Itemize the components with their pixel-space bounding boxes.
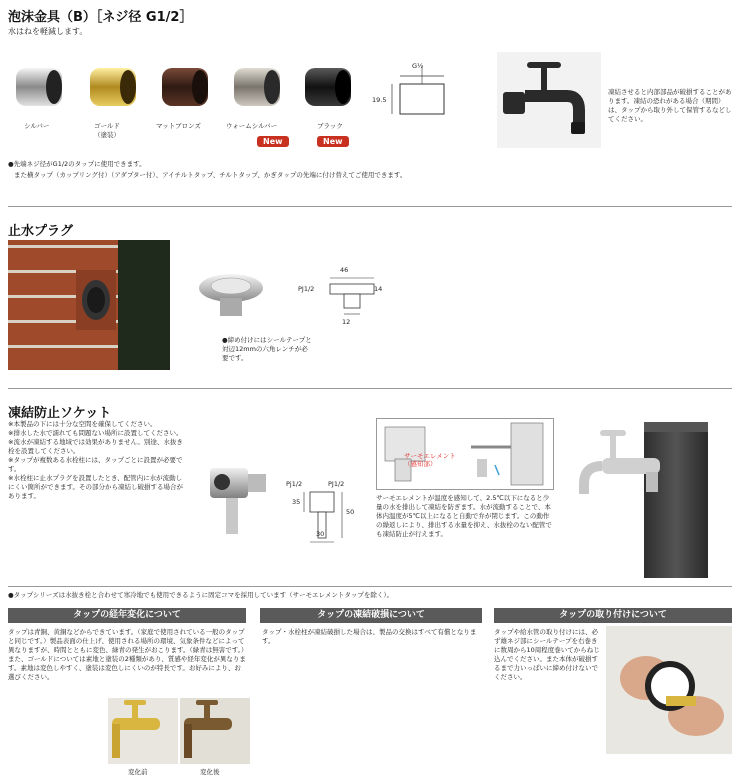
section-divider (8, 206, 732, 207)
aging-header: タップの経年変化について (8, 608, 246, 623)
faucet-before-photo (108, 698, 178, 764)
new-badge: New (257, 136, 289, 147)
plug-dimension-drawing (316, 270, 386, 330)
freeze-damage-header: タップの凍結破損について (260, 608, 482, 623)
note-item: ※タップが複数ある水栓柱には、タップごとに設置が必要です。 (8, 456, 183, 473)
socket-dim-50: 50 (346, 508, 355, 516)
plug-note: ●締め付けにはシールテープと対辺12mmの六角レンチが必要です。 (222, 336, 312, 362)
socket-dim-30: 30 (316, 530, 325, 538)
aerator-label-warm-silver: ウォームシルバー (226, 122, 278, 130)
note-item: ※排水した水で濡れても問題ない場所に設置してください。 (8, 429, 183, 437)
section-divider (8, 586, 732, 587)
aerator-black-image (303, 62, 355, 116)
note-item: ※水栓柱に止水プラグを設置したとき、配管内に水が流動しにくい箇所ができます。その部分から凍結し破損する場合があります。 (8, 474, 183, 500)
freeze-warning-note: 凍結させると内部部品が破損することがあります。凍結の恐れがある場合（期間）は、タップから取り外して保管するなどしてください。 (608, 88, 732, 123)
aerator-label-gold: ゴールド （塗装） (94, 122, 120, 139)
antifreeze-socket-image (204, 460, 270, 544)
aerator-title: 泡沫金具（B）［ネジ径 G1/2］ (8, 10, 193, 25)
footnote: ●タップシリーズは水抜き栓と合わせて寒冷地でも使用できるように固定コマを採用しています（サーモエレメントタップを除く）。 (8, 591, 394, 599)
seal-tape-photo (606, 626, 732, 754)
aerator-label-silver: シルバー (24, 122, 50, 130)
aging-body: タップは青銅、黄銅などからできています。（家庭で使用されている一般のタップと同じです。）製品表面の仕上げ、使用される場所の環境、気象条件などによって異なりますが、時間とともに変色、緑青の発生がおこります。（緑青は無害です。）また、ゴールドについては素地と塗装の2種類があり、質感や経年変化が異なります。素地は変色しやすく、塗装は変色しにくいのが特長です。お好みにより、お選びください。 (8, 628, 246, 681)
plug-dim-height: 14 (374, 285, 383, 293)
thermo-description: サーモエレメントが温度を感知して、2.5℃以下になると少量の水を排出して凍結を防ぎます。水が流動することで、本体内温度が5℃以上になると自動で弁が閉じます。この動作の繰返しにより、排出する水量を抑え、水抜栓のない配管でも凍結防止が行えます。 (376, 494, 552, 538)
pole-photo (76, 270, 116, 330)
thread-note: ●先端ネジ径がG1/2のタップに使用できます。 (8, 160, 146, 168)
plug-dim-width: 46 (340, 266, 349, 274)
aerator-silver-image (14, 62, 66, 116)
aerator-label-black: ブラック (317, 122, 343, 130)
thermo-element-diagram (376, 418, 554, 490)
plant-photo (118, 240, 170, 370)
socket-dimension-drawing (296, 488, 356, 548)
faucet-photo (497, 52, 601, 148)
new-badge: New (317, 136, 349, 147)
thermo-element-label: サーモエレメント （感知部） (404, 452, 456, 468)
note-item: ※流水が凍結する地域では効果がありません。別途、水抜き栓を設置してください。 (8, 438, 183, 455)
socket-dim-thread-1: Pj1/2 (286, 480, 303, 488)
socket-dim-thread-2: PJ1/2 (328, 480, 345, 488)
antifreeze-title: 凍結防止ソケット (8, 406, 112, 421)
freeze-damage-body: タップ・水栓柱が凍結破損した場合は、製品の交換はすべて有償となります。 (262, 628, 477, 645)
aerator-subtitle: 水はねを軽減します。 (8, 27, 88, 36)
faucet-pole-photo (572, 414, 738, 578)
note-item: ※本製品の下には十分な空間を確保してください。 (8, 420, 157, 428)
plug-title: 止水プラグ (8, 224, 74, 239)
antifreeze-notes (8, 420, 188, 501)
caption-before: 変化前 (128, 768, 148, 776)
section-divider (8, 388, 732, 389)
caption-after: 変化後 (200, 768, 220, 776)
plug-dim-thread: PJ1/2 (298, 285, 315, 293)
aerator-label-bronze: マットブロンズ (156, 122, 201, 130)
aerator-dim-thread: G½ (412, 62, 424, 70)
attachment-note: また横タップ（カップリング付）（アダプター付）、アイチルトタップ、チルトタップ、かぎタップの先端に付け替えてご使用できます。 (14, 171, 407, 179)
stop-plug-image (196, 266, 266, 324)
faucet-after-photo (180, 698, 250, 764)
installation-body: タップや給水管の取り付けには、必ず雄ネジ部にシールテープを右巻きに数周から10周程度巻いてからねじ込んでください。また本体が破損するまで力いっぱいに締め付けないでください。 (494, 628, 600, 681)
aerator-gold-image (88, 62, 140, 116)
aerator-dim-height: 19.5 (372, 96, 387, 104)
installation-header: タップの取り付けについて (494, 608, 732, 623)
aerator-bronze-image (160, 62, 212, 116)
plug-dim-bottom: 12 (342, 318, 351, 326)
socket-dim-35: 35 (292, 498, 301, 506)
aerator-warm-silver-image (232, 62, 284, 116)
